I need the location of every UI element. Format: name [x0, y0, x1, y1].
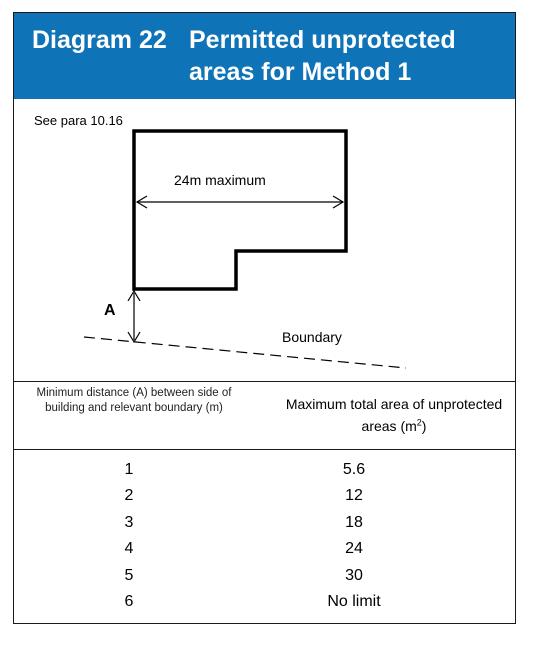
- boundary-line: [84, 337, 406, 368]
- table-top-divider: [14, 381, 515, 382]
- distance-cell: 3: [124, 513, 134, 531]
- diagram-number: Diagram 22: [32, 26, 167, 54]
- building-plan-drawing: [14, 13, 515, 381]
- area-cell: 24: [345, 540, 363, 558]
- distance-cell: 5: [124, 566, 134, 584]
- table-header-divider: [14, 449, 515, 450]
- max-dimension-label: 24m maximum: [174, 172, 266, 188]
- distance-a-label: A: [104, 302, 116, 319]
- table-row: [14, 536, 515, 562]
- area-cell: 18: [345, 513, 363, 531]
- area-cell: 5.6: [342, 461, 366, 478]
- boundary-label: Boundary: [282, 329, 342, 345]
- distance-cell: 2: [124, 487, 134, 505]
- distance-cell: 6: [124, 592, 134, 610]
- column-header-area-tail: ): [421, 418, 427, 434]
- column-header-area-superscript: 2: [416, 417, 422, 428]
- table-row: [14, 457, 515, 483]
- distance-cell: 4: [124, 540, 134, 558]
- diagram-frame: [13, 12, 516, 624]
- column-header-area-text: Maximum total area of unprotected areas (m: [285, 396, 503, 434]
- area-cell: 30: [345, 566, 363, 584]
- column-header-area: [284, 393, 504, 437]
- building-outline: [134, 131, 346, 289]
- diagram-title: Permitted unprotected areas for Method 1: [189, 26, 456, 86]
- table-row: [14, 563, 515, 589]
- distance-cell: 1: [124, 461, 134, 478]
- table-body: [14, 457, 515, 615]
- area-cell: No limit: [327, 592, 381, 610]
- column-header-distance: Minimum distance (A) between side of building and relevant boundary (m): [36, 387, 232, 414]
- area-cell: 12: [345, 487, 363, 505]
- table-row: [14, 510, 515, 536]
- table-row: [14, 589, 515, 615]
- see-para-reference: See para 10.16: [34, 113, 123, 128]
- table-row: [14, 483, 515, 509]
